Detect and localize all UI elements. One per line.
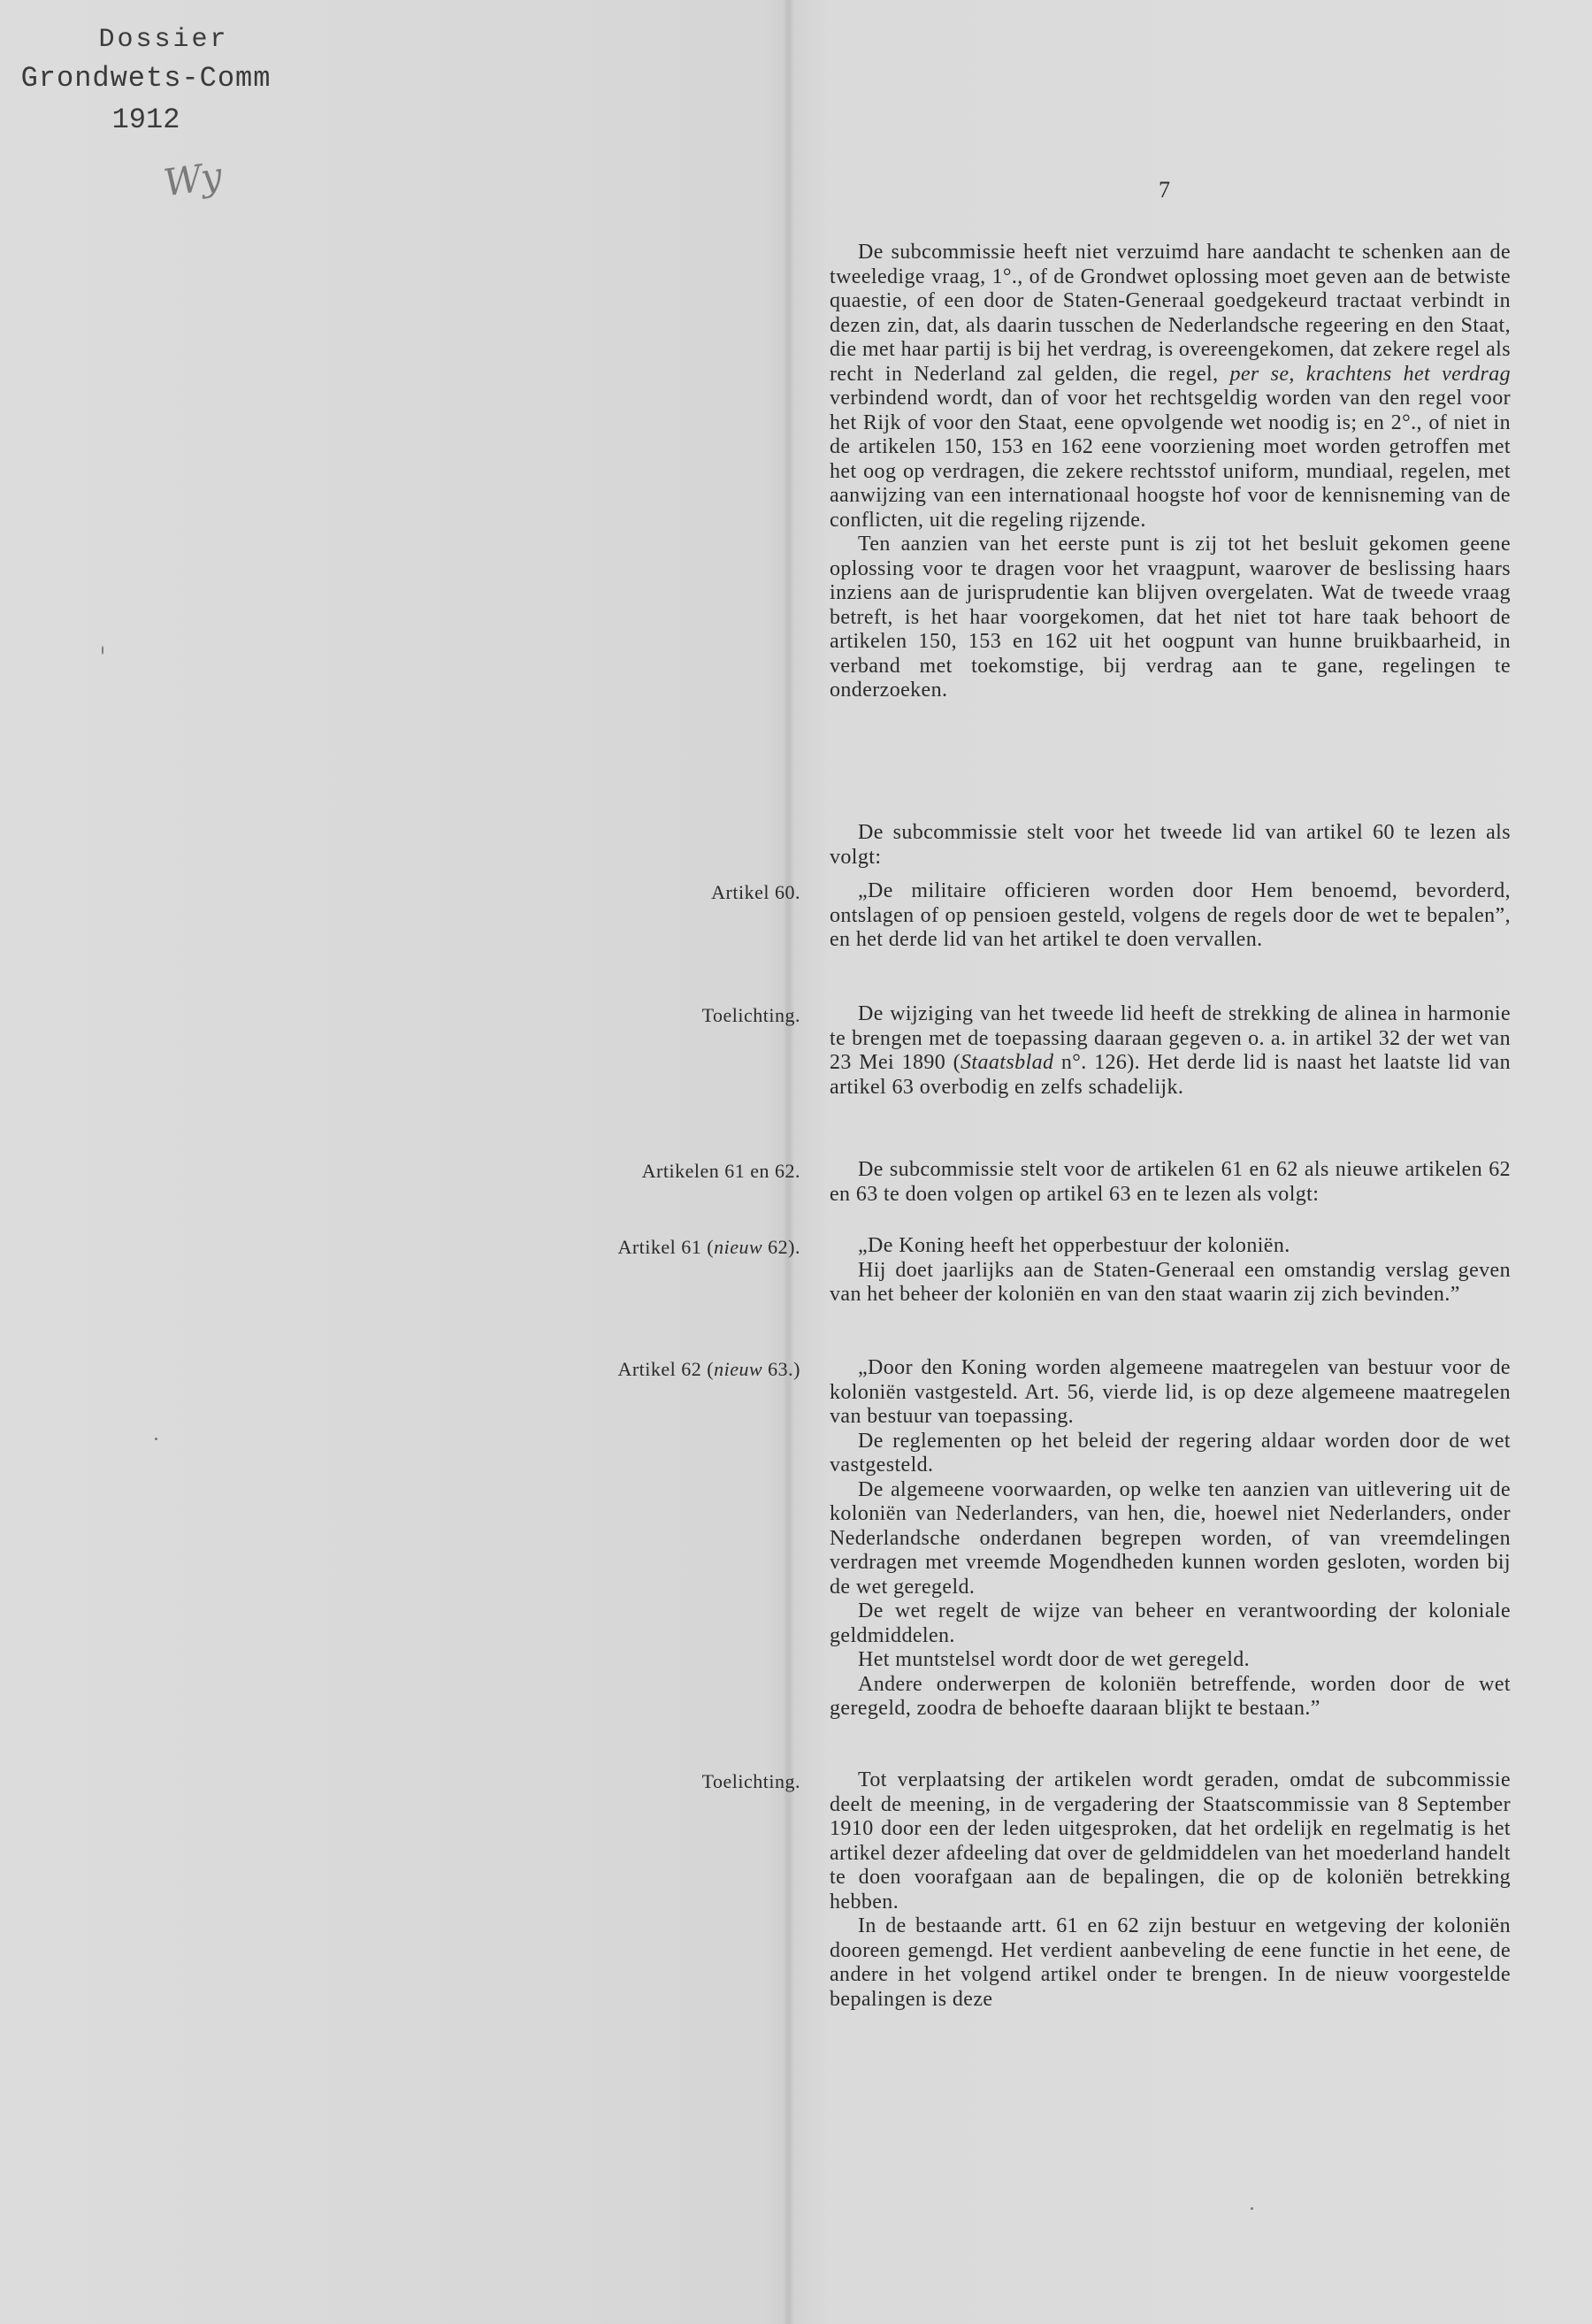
toel1-emphasis: Staatsblad	[961, 1051, 1054, 1074]
intro-p1-part-a: De subcommissie heeft niet verzuimd hare aandacht te schenken aan de tweeledige vraag, 1°., of de Grondwet oplossing moet geven aan de betwiste quaestie, of een door de Staten-Generaal goedgekeurd tractaat verbindt in dezen zin, dat, als daarin tusschen de Nederlandsche regeering en den Staat, die met haar partij is bij het verdrag, is overeengekomen, dat zekere regel als recht in Nederland zal gelden, die regel,	[830, 241, 1511, 386]
intro-p1-emphasis: per se, krachtens het verdrag	[1229, 362, 1511, 386]
art61-label-b: 62).	[762, 1236, 800, 1258]
art62-paragraph-3: De algemeene voorwaarden, op welke ten aanzien van uitlevering uit de koloniën van Nederlanders, van hen, die, hoewel niet Nederlanders, onder Nederlandsche onderdanen begrepen worden, of van vreemdelingen verdragen met vreemde Mogendheden kunnen worden gesloten, worden bij de wet geregeld.	[830, 1477, 1511, 1599]
art62-paragraph-6: Andere onderwerpen de koloniën betreffende, worden door de wet geregeld, zoodra de behoefte daaraan blijkt te bestaan.”	[830, 1672, 1511, 1720]
art62-paragraph-4: De wet regelt de wijze van beheer en verantwoording der koloniale geldmiddelen.	[830, 1599, 1511, 1647]
stamp-year: 1912	[111, 104, 180, 136]
art62-paragraph-2: De reglementen op het beleid der regering aldaar worden door de wet vastgesteld.	[830, 1429, 1511, 1476]
art61-section	[830, 1234, 1511, 1308]
art62-label	[579, 1358, 800, 1381]
scan-speck	[102, 646, 103, 655]
toelichting-2-paragraph-2: In de bestaande artt. 61 en 62 zijn bestuur en wetgeving der koloniën dooreen gemengd. Het verdient aanbeveling de eene functie in het eene, de andere in het volgend artikel onder te brengen. In de nieuw voorgestelde bepalingen is deze	[830, 1914, 1511, 2011]
art62-paragraph-1: „Door den Koning worden algemeene maatregelen van bestuur voor de koloniën vastgesteld. Art. 56, vierde lid, is op deze algemeene maatregelen van bestuur van toepassing.	[830, 1356, 1511, 1428]
art61-label	[579, 1236, 800, 1259]
intro-paragraph-2: Ten aanzien van het eerste punt is zij tot het besluit gekomen geene oplossing voor te dragen voor het vraagpunt, waarover de beslissing haars inziens aan de jurisprudentie kan blijven overgelaten. Wat de tweede vraag betreft, is het haar voorgekomen, dat het niet tot hare taak behoort de artikelen 150, 153 en 162 uit het oogpunt van hunne bruikbaarheid, in verband met toekomstige, bij verdrag aan te gane, regelingen te onderzoeken.	[830, 533, 1511, 702]
stamp-line-1: Dossier	[98, 25, 229, 55]
art60-label: Artikel 60.	[711, 881, 800, 903]
art61-label-em: nieuw	[714, 1236, 763, 1258]
toelichting-1-label: Toelichting.	[701, 1004, 800, 1026]
page-number: 7	[1159, 177, 1170, 203]
art61-62-section	[830, 1158, 1511, 1207]
intro-paragraph-1	[830, 241, 1511, 533]
toel1-part-a: De wijziging van het tweede lid heeft de strekking de alinea in harmonie te brengen met de toepassing daaraan gegeven o. a. in artikel 32 der wet van 23 Mei 1890 (	[830, 1002, 1511, 1074]
stamp-line-2: Grondwets-Comm	[20, 62, 272, 95]
toelichting-2-paragraph-1: Tot verplaatsing der artikelen wordt geraden, omdat de subcommissie deelt de meening, in de vergadering der Staatscommissie van 8 September 1910 door een der leden uitgesproken, dat het ordelijk en regelmatig is het artikel dezer afdeeling dat over de geldmiddelen van het moederland handelt te doen voorafgaan aan de bepalingen, die op de koloniën betrekking hebben.	[830, 1768, 1511, 1914]
art61-paragraph-2: Hij doet jaarlijks aan de Staten-Generaal een omstandig verslag geven van het beheer der koloniën en van den staat waarin zij zich bevinden.”	[830, 1258, 1511, 1306]
art61-62-text: De subcommissie stelt voor de artikelen 61 en 62 als nieuwe artikelen 62 en 63 te doen volgen op artikel 63 en te lezen als volgt:	[830, 1158, 1511, 1206]
art61-paragraph-1: „De Koning heeft het opperbestuur der koloniën.	[858, 1234, 1290, 1257]
scan-speck	[1251, 2207, 1253, 2210]
intro-section	[830, 241, 1511, 703]
toelichting-2-label: Toelichting.	[701, 1770, 800, 1792]
scan-speck	[155, 1438, 157, 1440]
toelichting-2-section	[830, 1768, 1511, 2012]
toelichting-1-section	[830, 1002, 1511, 1100]
art62-label-em: nieuw	[714, 1358, 763, 1380]
handwritten-initials: Wy	[160, 153, 226, 205]
toelichting-1-text	[830, 1002, 1511, 1100]
art61-62-label: Artikelen 61 en 62.	[641, 1160, 800, 1182]
toel1-part-b: n°. 126). Het derde lid is naast het laatste lid van artikel 63 overbodig en zelfs schadelijk.	[830, 1051, 1511, 1099]
art60-section	[830, 879, 1511, 953]
art60-lead-text: De subcommissie stelt voor het tweede lid van artikel 60 te lezen als volgt:	[830, 821, 1511, 869]
dossier-stamp	[0, 25, 292, 205]
art62-section	[830, 1356, 1511, 1722]
art62-label-a: Artikel 62 (	[617, 1358, 715, 1380]
art61-label-a: Artikel 61 (	[617, 1236, 715, 1258]
art62-label-b: 63.)	[762, 1358, 800, 1380]
intro-p1-part-b: verbindend wordt, dan of voor het rechtsgeldig worden van den regel voor het Rijk of voor den Staat, eene opvolgende wet noodig is; en 2°., of niet in de artikelen 150, 153 en 162 eene voorziening moet worden getroffen met het oog op verdragen, die zekere rechtsstof uniform, mundiaal, regelen, met aanwijzing van een internationaal hoogste hof voor de kennisneming van de conflicten, uit die regeling rijzende.	[830, 387, 1511, 532]
art62-paragraph-5: Het muntstelsel wordt door de wet geregeld.	[858, 1648, 1251, 1671]
art60-text: „De militaire officieren worden door Hem benoemd, bevorderd, ontslagen of op pensioen gesteld, volgens de regels door de wet te bepalen”, en het derde lid van het artikel te doen vervallen.	[830, 879, 1511, 951]
art60-lead	[830, 821, 1511, 870]
